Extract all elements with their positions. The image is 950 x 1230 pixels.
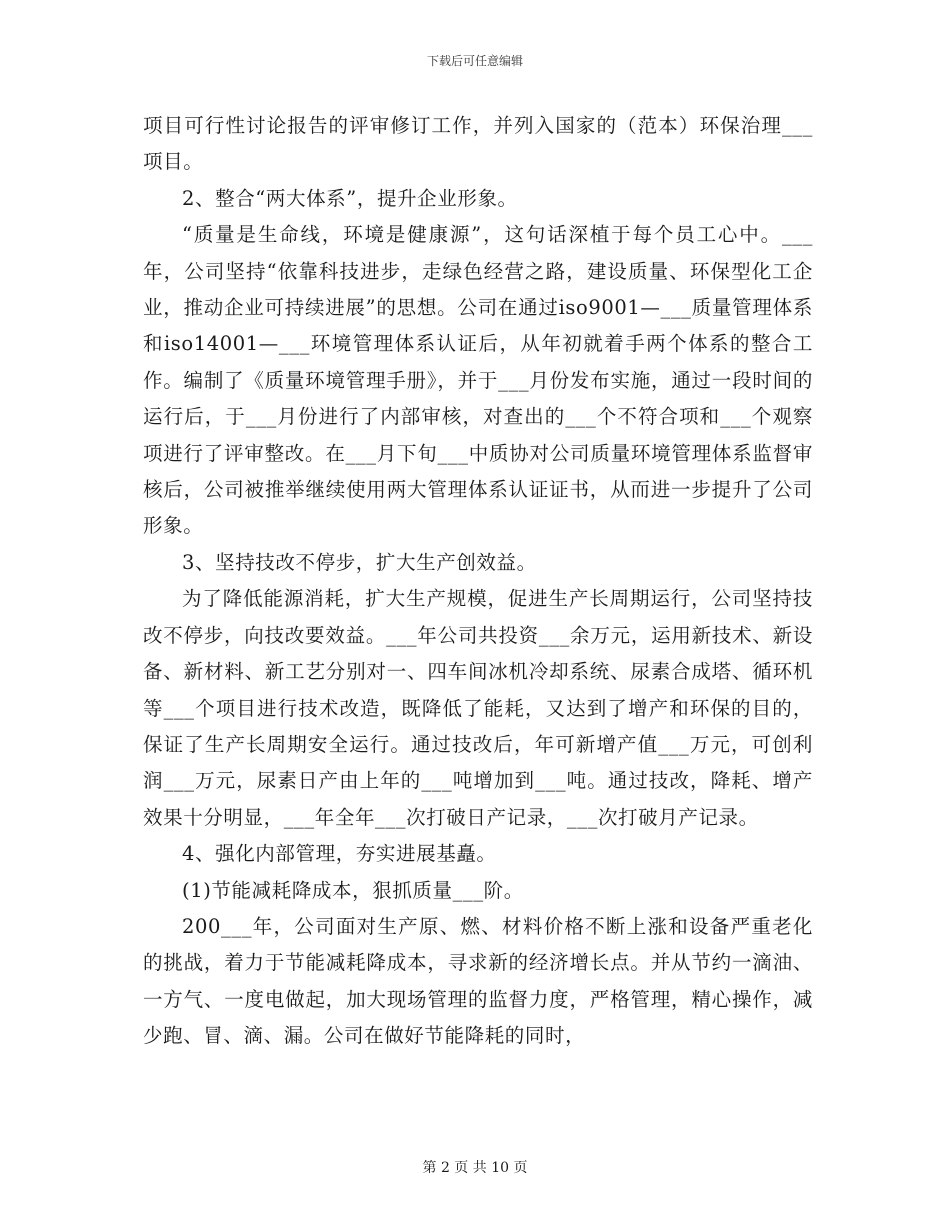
heading-tech-upgrade: 3、坚持技改不停步，扩大生产创效益。 (182, 550, 537, 574)
paragraph-quality-environment: “质量是生命线，环境是健康源”，这句话深植于每个员工心中。___年，公司坚持“依靠科技进步，走绿色经营之路，建设质量、环保型化工企业，推动企业可持续进展”的思想。公司在通过iso9001—___质量管理体系和iso14001—___环境管理体系认证后，从年初就着手两个体系的整合工作。编制了《质量环境管理手册》，并于___月份发布实施，通过一段时间的运行后，于___月份进行了内部审核，对查出的___个不符合项和___个观察项进行了评审整改。在___月下旬___中质协对公司质量环境管理体系监督审核后，公司被推举继续使用两大管理体系认证证书，从而进一步提升了公司形象。 (143, 223, 813, 538)
heading-internal-management: 4、强化内部管理，夯实进展基矗。 (182, 842, 497, 866)
paragraph-continuation: 项目可行性讨论报告的评审修订工作，并列入国家的（范本）环保治理___项目。 (143, 114, 813, 174)
paragraph-tech-upgrade: 为了降低能源消耗，扩大生产规模，促进生产长周期运行，公司坚持技改不停步，向技改要效益。___年公司共投资___余万元，运用新技术、新设备、新材料、新工艺分别对一、四车间冰机冷却系统、尿素合成塔、循环机等___个项目进行技术改造，既降低了能耗，又达到了增产和环保的目的，保证了生产长周期安全运行。通过技改后，年可新增产值___万元，可创利润___万元，尿素日产由上年的___吨增加到___吨。通过技改，降耗、增产效果十分明显，___年全年___次打破日产记录，___次打破月产记录。 (143, 587, 813, 829)
heading-two-systems: 2、整合“两大体系”，提升企业形象。 (182, 186, 518, 210)
page-header: 下载后可任意编辑 (426, 54, 523, 68)
document-body (143, 108, 813, 1055)
page-footer: 第 2 页 共 10 页 (422, 1160, 528, 1176)
subheading-energy-saving: (1)节能减耗降成本，狠抓质量___阶。 (182, 878, 524, 902)
paragraph-energy-saving: 200___年，公司面对生产原、燃、材料价格不断上涨和设备严重老化的挑战，着力于节能减耗降成本，寻求新的经济增长点。并从节约一滴油、一方气、一度电做起，加大现场管理的监督力度，严格管理，精心操作，减少跑、冒、滴、漏。公司在做好节能降耗的同时， (143, 914, 813, 1048)
